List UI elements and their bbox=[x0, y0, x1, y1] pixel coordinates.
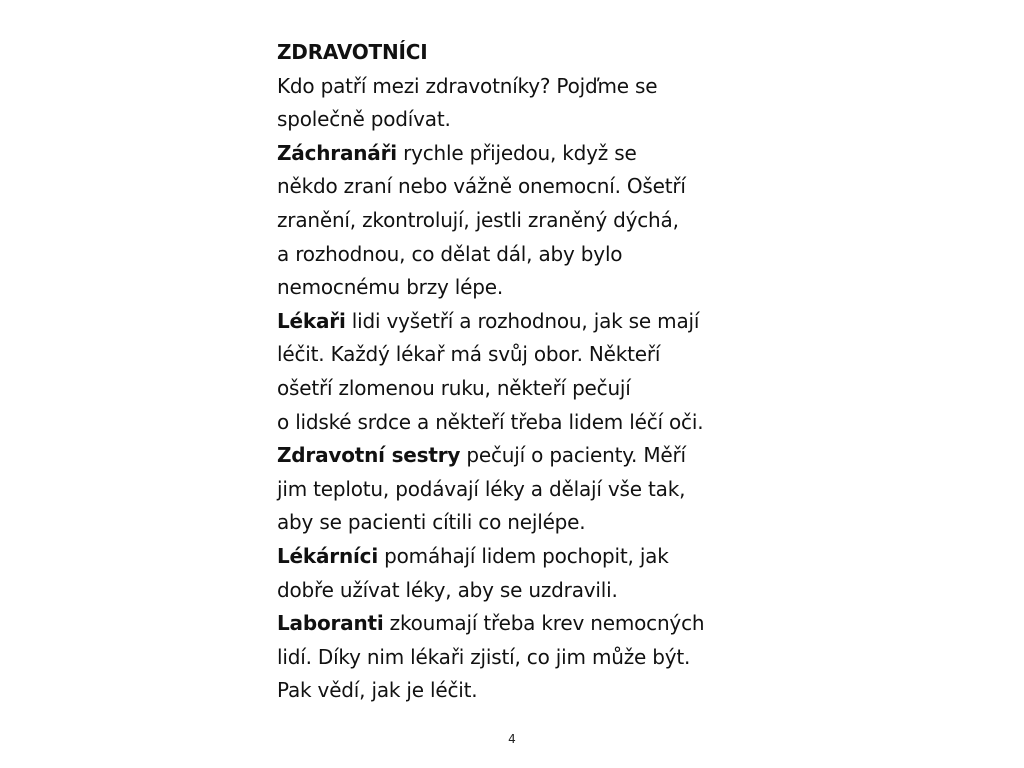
section-term: Lékaři bbox=[277, 308, 346, 333]
section-line: a rozhodnou, co dělat dál, aby bylo bbox=[277, 241, 623, 266]
section-line: aby se pacienti cítili co nejlépe. bbox=[277, 510, 586, 535]
section-line: léčit. Každý lékař má svůj obor. Někteří bbox=[277, 342, 661, 367]
intro-line: Kdo patří mezi zdravotníky? Pojďme se bbox=[277, 73, 658, 98]
section-first-line bbox=[277, 439, 797, 473]
section-first-line bbox=[277, 305, 797, 339]
section-line: zranění, zkontrolují, jestli zraněný dýchá, bbox=[277, 207, 679, 232]
section-line: nemocnému brzy lépe. bbox=[277, 275, 504, 300]
section-first-line-rest: pomáhají lidem pochopit, jak bbox=[377, 543, 669, 568]
section-first-line bbox=[277, 540, 797, 574]
page-title: ZDRAVOTNÍCI bbox=[277, 40, 428, 64]
section-term: Zdravotní sestry bbox=[277, 443, 461, 468]
section-first-line-rest: zkoumají třeba krev nemocných bbox=[383, 611, 705, 636]
section-line: o lidské srdce a někteří třeba lidem léčí oči. bbox=[277, 409, 704, 434]
section-line: někdo zraní nebo vážně onemocní. Ošetří bbox=[277, 174, 686, 199]
section-line: jim teplotu, podávají léky a dělají vše tak, bbox=[277, 476, 686, 501]
section-line: dobře užívat léky, aby se uzdravili. bbox=[277, 577, 618, 602]
section-first-line-rest: lidi vyšetří a rozhodnou, jak se mají bbox=[345, 308, 700, 333]
section-term: Lékárníci bbox=[277, 543, 378, 568]
text-block bbox=[277, 36, 797, 708]
page-number: 4 bbox=[508, 732, 516, 746]
section-first-line bbox=[277, 607, 797, 641]
section-term: Laboranti bbox=[277, 611, 384, 636]
intro-line: společně podívat. bbox=[277, 107, 451, 132]
section-line: lidí. Díky nim lékaři zjistí, co jim může být. bbox=[277, 644, 691, 669]
section-term: Záchranáři bbox=[277, 140, 397, 165]
section-line: ošetří zlomenou ruku, někteří pečují bbox=[277, 375, 631, 400]
section-line: Pak vědí, jak je léčit. bbox=[277, 678, 478, 703]
section-first-line bbox=[277, 137, 797, 171]
section-first-line-rest: rychle přijedou, když se bbox=[396, 140, 637, 165]
section-first-line-rest: pečují o pacienty. Měří bbox=[460, 443, 686, 468]
